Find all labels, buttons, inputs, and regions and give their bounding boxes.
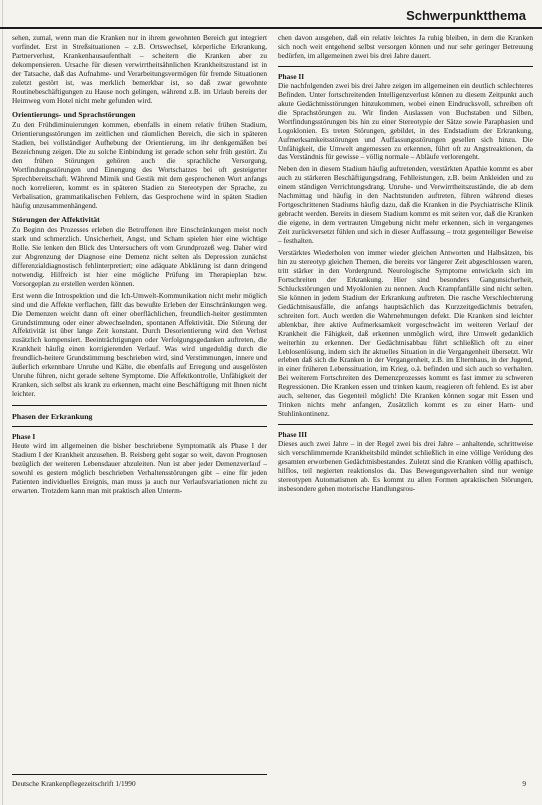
heading-phase-1: Phase I	[12, 432, 36, 442]
phase-3-paragraph: Dieses auch zwei Jahre – in der Regel zwei bis drei Jahre – anhaltende, schrittweise sich verschlimmernde Krankheitsbild mündet schließlich in eine völlige Verödung des gesamten erworbenen Gedächtnisbestandes. Zuletzt sind die Kranken völlig apathisch, hilflos, teil negierten reaktionslos da. Das Bewegungsverhalten sind nur wenige stereotypen Automatismen ab. Es kommt zu allen Formen apraktischen Störungen, insbesondere gehen motorische Handlungsrou-	[278, 439, 533, 493]
heading-phase-3: Phase III	[278, 430, 307, 440]
phase-1-paragraph: Heute wird im allgemeinen die bisher beschriebene Symptomatik als Phase I der Stadium I der Krankheit anzusehen. B. Reisberg geht sogar so weit, davon Prognosen bezüglich der weiteren Lebensdauer abzuleiten. Nun ist aber jeder Demenzverlauf – sowohl es gestern möglich beschrieben Verhaltensstörungen gibt – eine für jeden Patienten individuelles Ereignis, man muss ja auch nur Verlaufsvariationen nicht zu erwarten. Trotzdem kann man mit praktisch allen Unterm-	[12, 441, 267, 496]
footer-rule	[12, 774, 267, 775]
affectivity-paragraph-1: Zu Beginn des Prozesses erleben die Betroffenen ihre Einschränkungen meist noch stark und schmerzlich. Unsicherheit, Angst, und Scham spielen hier eine wichtige Rolle. Sie lenken den Blick des Untersuchers oft vom Grundprozeß weg. Daher wird zur Abgrenzung der Diagnose eine Demenz nicht selten als Depression zunächst differenzialdiagnostisch fehlinterpretiert; eine adäquate Abklärung ist dann dringend notwendig. Hilfreich ist hier eine mögliche Prüfung im Therapieplan bzw. Vorsorgeplan zu erstellen werden können.	[12, 224, 267, 288]
left-column	[12, 34, 267, 764]
right-intro-paragraph: chen davon ausgehen, daß ein relativ leichtes Ja ruhig bleiben, in dem die Kranken sich noch weit entgehend selbst versorgen können und nur sehr geringer Betreuung bedürfen, im allgemeinen zwei bis drei Jahre dauert.	[278, 34, 533, 60]
phase-1-block	[12, 426, 267, 496]
footer-journal-name: Deutsche Krankenpflegezeitschrift 1/1990	[12, 779, 136, 788]
heading-affectivity: Störungen der Affektivität	[12, 214, 100, 224]
heading-orientation-language: Orientierungs- und Sprachstörungen	[12, 109, 136, 119]
orientation-language-paragraph: Zu den Frühdiminuierungen kommen, ebenfalls in einem relativ frühen Stadium, Orientierungsstörungen im zeitlichen und räumlichen Bereich, die sich in späteren Stadien, bei vollständiger Aufhebung der Orientierung, im ihr denkgemäßen bei Bezeichnung zeigen. Die zu solche Einbindung ist gerade schon sehr früh gestört. Zu den frühen Störungen gehören auch die sprachliche Versorgung, Wortfindungsstörungen und Einengung des Wortschatzes bei oft gesteigerter Sprechbereitschaft. Während Mimik und Gestik mit dem gesprochenen Wort anfangs noch korrelieren, kommt es in späteren Stadien zu Stereotypen der Sprache, zu Verbalisation, grammatikalischen Fehlern, das Gesprochene wird in späten Stadien häufig unzusammenhängend.	[12, 120, 267, 210]
phase-2-paragraph-2: Neben den in diesem Stadium häufig auftretenden, verstärkten Apathie kommt es aber auch zu stärkeren Beschäftigungsdrang, Fehlleistungen, z.B. beim Ankleiden und zu einem ständigen Verrichtungsdrang. Unruhe- und Verwirrtheitszustände, die ab dem Nachmittag und häufig in den Nachtstunden auftreten, führen während dieses Fortgeschrittenen Stadiums häufig dazu, daß die Kranken in die Psychiatrische Klinik gebracht werden. Bereits in diesem Stadium kommt es mit seiten vor, daß die Kranken die eigene, in dem vertrauten Umgebung nicht mehr erkennen, sich in vergangenes Zeit zurückversetzt fühlen und sich in dieser Auffassung – trotz gegenteiliger Beweise – festhalten.	[278, 164, 533, 246]
left-intro-paragraph: sehen, zumal, wenn man die Kranken nur in ihrem gewohnten Bereich gut integriert vorfindet. Erst in Streßsituationen – z.B. Ortswechsel, körperliche Erkrankung, Partnerverlust, Krankenhausaufenthalt – scheitern die Kranken aber zu dekompensieren. Ursache für diesen verwirrtheitsähnlichen Krankheitszustand ist in der Tatsache, daß das Aufnahme- und Verarbeitungsvermögen für fremde Situationen zuletzt gestört ist, was merklich bemerkbar ist, so daß zwar gewohnte Routinebeschäftigungen zu Hause noch gelingen, während z.B. im Urlaub bereits der Heimweg vom Hotel nicht mehr gefunden wird.	[12, 34, 267, 105]
phase-2-block	[278, 66, 533, 419]
scan-edge	[2, 0, 3, 805]
phase-2-paragraph-3: Verstärktes Wiederholen von immer wieder gleichen Antworten und Halbsätzen, bis hin zu stereotyp gleichen Themen, die bereits vor längerer Zeit abgeschlossen waren, tritt stärker in den Vordergrund. Neurologische Symptome entwickeln sich im Fortschreiten der Erkrankung. Hier sind besonders Gangunsicherheit, Schluckstörungen und Myoklonien zu nennen. Auch Krampfanfälle sind nicht selten. Sie können in jedem Stadium der Erkrankung auftreten. Die rasche Verschlechterung Gedächtnisausfälle, die anfangs hauptsächlich das Kurzzeitgedächtnis betrafen, schreiten fort. Auch werden die Wahrnehmungen defekt. Die Kranken sind leichter ablenkbar, ihre aktive Aufmerksamkeit vorgeschwächt im weiteren Verlauf der Krankheit die Fähigkeit, daß erkennen unmöglich wird, ihre Umwelt gedanklich weiterhin zu erkennen. Der Gedächtnisabbau führt schließlich oft zu einer Leblosenlösung, indem sich ihr aktuelles Situation in die Vergangenheit übersetzt. Wir erleben daß sich die Kranken in der Vergangenheit, z.B. im Elternhaus, in der Jugend, in einer früheren Lebenssituation, im Krieg, o.ä. befinden und sich auch so verhalten. Bei weiterem Fortschreiten des Demenzprozesses kommt es fast immer zu schweren Regressionen. Die Kranken essen und trinken kaum, reagieren oft fehlend. Es ist aber auch, seltener, das Gegenteil möglich! Die Kranken können sogar mit Essen und Trinken nichts mehr anfangen, Zusätzlich kommt es zu einer Harn- und Stuhlinkontinenz.	[278, 248, 533, 419]
phases-section	[12, 405, 267, 496]
heading-phases: Phasen der Erkrankung	[12, 412, 93, 422]
section-header-title: Schwerpunktthema	[406, 8, 526, 23]
phase-2-paragraph-1: Die nachfolgenden zwei bis drei Jahre zeigen im allgemeinen ein deutlich schlechteres Befinden. Unter fortschreitenden Intelligenzverlust können zu diesem Zeitpunkt auch akute Gedächtnisstörungen hinzukommen, wobei einen Eindrucksvoll, schreiben oft die Sprachstörungen zu. Wir finden Auslassen von Buchstaben und Silben, Wortfindungsstörungen bis hin zu einer Stereotypie der Sätze sowie Paraphasien und Logoklonien. Es treten Störungen, gebildet, in des Endstadium der Erkrankung, Aufmerksamkeitsstörungen und Auffassungsstörungen gesellen sich hinzu. Die Unfähigkeit, die Umwelt angemessen zu erkennen, führt oft zu Angstreaktionen, da das Verständnis für gewisse – völlig normale – Abläufe verlorengeht.	[278, 80, 533, 162]
header-rule	[0, 27, 542, 29]
affectivity-paragraph-2: Erst wenn die Introspektion und die Ich-Umwelt-Kommunikation nicht mehr möglich sind und die Affekte verflachen, fällt das bewußte Erleben der Einschränkungen weg. Die Demenzen weicht dann oft einer oberflächlichen, freundlich-heiter gestimmten Grundstimmung oder einer abwechselnden, spontanen Affektivität. Die Störung der Affektivität ist über lange Zeit konstant. Durch Desorientierung wird den Verlust zusätzlich kompensiert. Beeinträchtigungen oder Verfolgungsgedanken auftreten, die Krankheit häufig einen korrigierenden Verlauf. Was wird ungeduldig durch die freundlich-heitere Grundstimmung beschrieben wird, sind Verstimmungen, innere und äußerlich erkennbare Unruhe und Kälte, die ebenfalls auf Erregung und ausgelösten Unruhe führen, nicht gerade seltene Symptome. Die Affektkontrolle, Unfähigkeit der Kranken, sich selbst als krank zu erkennen, macht eine Beschäftigung mit Ihnen nicht leichter.	[12, 290, 267, 399]
heading-phase-2: Phase II	[278, 71, 305, 81]
right-column	[278, 34, 533, 764]
page-number: 9	[522, 779, 526, 788]
phase-3-block	[278, 424, 533, 494]
